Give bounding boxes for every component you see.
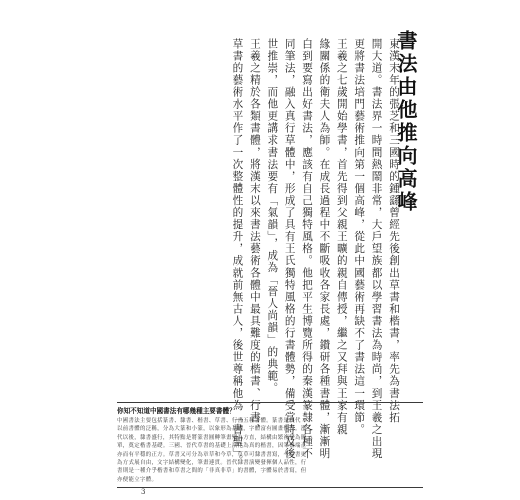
info-box-line: 單，奠定楷書基礎。三國、晉代草書的基礎上演化為真的楷書，因筆畫端正	[117, 443, 307, 450]
page-number: 3	[141, 488, 146, 496]
body-column: 白到要寫出好書法，應該有自己獨特風格。他把平生博覽所得的秦漢篆隸各種不	[301, 38, 314, 460]
info-box-title: 你知不知道中國書法有哪幾種主要書體？	[117, 407, 236, 415]
info-box-line: 中國書法主要包括篆書、隸書、楷書、草書、行書五種書體。篆書是漢代	[117, 418, 301, 424]
info-box-line: 亦而有平穩的正方。草書又可分為章草和今草，草草可隸書書寫，今草書更	[117, 451, 307, 458]
body-column: 開大道。書法界一時間熱鬧非常，大戶望族都以學習書法為時尚，到王羲之出現	[370, 38, 383, 460]
body-column: 王羲之七歲開始學書，首先得到父親王曠的親自傳授，繼之又拜與王家有親	[335, 38, 348, 436]
info-box-line: 為方式展自由，文字結構變化，筆畫連貫。晉代隸書演變發揮個人品性，行	[117, 460, 307, 467]
body-column: 緣關係的衛夫人為師。在成長過程中不斷吸收各家長處，鑽研各種書體，漸漸明	[318, 38, 331, 460]
body-column: 世推崇，而他更講求書法要有「氣韻」，成為「晉人尚韻」的典範。	[266, 38, 279, 395]
info-box-line: 書則是一種介乎楷書和草書之間的「非真非草」的書體，字體易於書寫，但	[117, 468, 307, 475]
body-column: 同筆法，融入真行草體中，形成了具有王氏獨特風格的行書體勢，備受當時及後	[283, 38, 296, 460]
body-column: 草書的藝術水平作了一次整體性的提升，成就前無古人，後世尊稱他為「書聖」。	[231, 38, 244, 467]
info-box-line: 代以後，隸書盛行，其特點是將篆書圓轉筆畫變為方直，結構由繁複變為簡	[117, 434, 307, 441]
info-box-line: 亦便能立字體。	[117, 476, 158, 483]
body-column: 王羲之精於各類書體，將漢末以來書法藝術各體中最具難度的楷書、行書、	[248, 38, 261, 436]
body-column: 更將書法培門藝術推向第一個高峰，從此中國藝術再缺不了書法這一環節。	[353, 38, 366, 436]
info-box-line: 以前書體的泛稱，分為大篆和小篆，以象形為基礎，字體富有圖畫性質。漢	[117, 426, 307, 433]
page-title: 書法由他推向高峰	[394, 30, 418, 214]
body-column: 東漢末年的張芝和三國時的鍾繇曾經先後創出草書和楷書，率先為書法拓	[388, 38, 400, 424]
info-box	[117, 402, 423, 488]
